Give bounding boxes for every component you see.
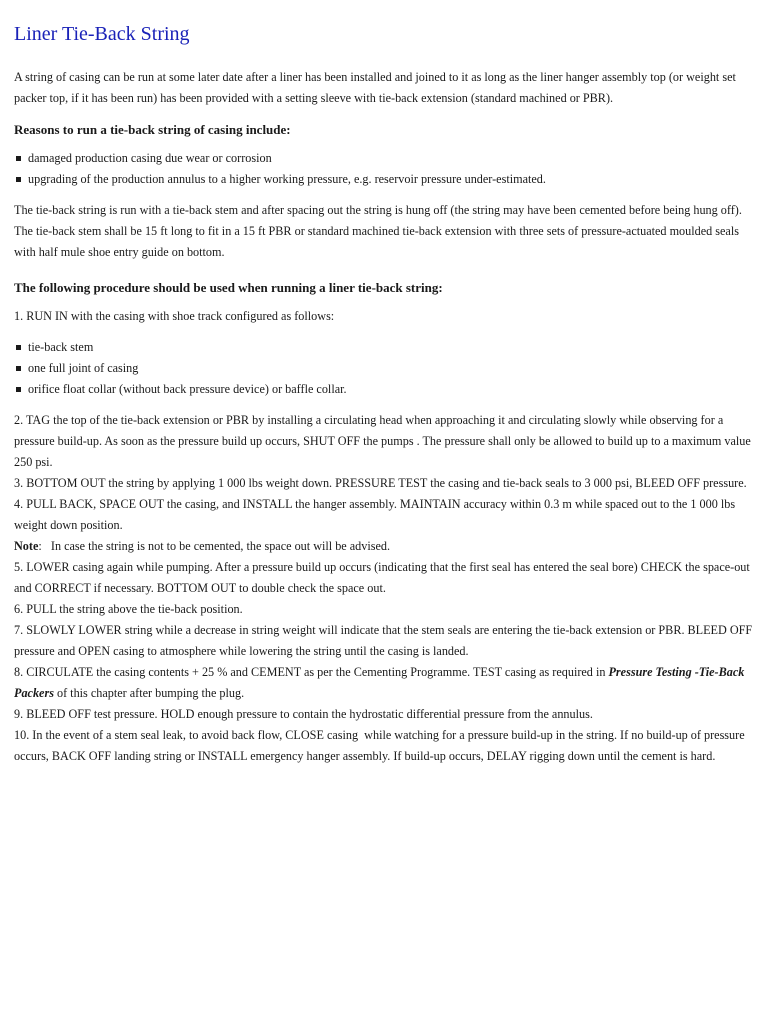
step-2: 2. TAG the top of the tie-back extension or PBR by installing a circulating head when approaching it and circulating slowly while observing for a pressure build-up. As soon as the pressure build up occurs, SHUT OFF the pumps . The pressure shall only be allowed to build up to a maximum value 250 psi. xyxy=(14,413,751,469)
step-6: 6. PULL the string above the tie-back position. xyxy=(14,602,243,616)
step-1: 1. RUN IN with the casing with shoe track configured as follows: xyxy=(14,309,335,323)
step-3: 3. BOTTOM OUT the string by applying 1 000 lbs weight down. PRESSURE TEST the casing and tie-back seals to 3 000 psi, BLEED OFF pressure. xyxy=(14,476,747,490)
note-text: : In case the string is not to be cemented, the space out will be advised. xyxy=(38,539,391,553)
reasons-heading: Reasons to run a tie-back string of casing include: xyxy=(14,122,291,137)
step-9: 9. BLEED OFF test pressure. HOLD enough pressure to contain the hydrostatic differential pressure from the annulus. xyxy=(14,707,593,721)
list-item: tie-back stem xyxy=(14,337,754,358)
step-5: 5. LOWER casing again while pumping. After a pressure build up occurs (indicating that the first seal has entered the seal bore) CHECK the space-out and CORRECT if necessary. BOTTOM OUT to double check the space out. xyxy=(14,560,750,595)
reasons-list xyxy=(14,148,754,190)
list-item: upgrading of the production annulus to a higher working pressure, e.g. reservoir pressure under-estimated. xyxy=(14,169,754,190)
list-item: one full joint of casing xyxy=(14,358,754,379)
step-8-text-end: of this chapter after bumping the plug. xyxy=(53,686,245,700)
step-8 xyxy=(14,662,754,704)
step-4: 4. PULL BACK, SPACE OUT the casing, and INSTALL the hanger assembly. MAINTAIN accuracy within 0.3 m while spaced out to the 1 000 lbs weight down position. xyxy=(14,497,736,532)
page-title: Liner Tie-Back String xyxy=(14,23,190,45)
intro-paragraph: A string of casing can be run at some later date after a liner has been installed and joined to it as long as the liner hanger assembly top (or weight set packer top, if it has been run) has been provided with a setting sleeve with tie-back extension (standard machined or PBR). xyxy=(14,70,736,105)
step-8-text: 8. CIRCULATE the casing contents + 25 % and CEMENT as per the Cementing Programme. TEST casing as required in xyxy=(14,665,609,679)
note-label: Note xyxy=(14,539,39,553)
procedure-heading: The following procedure should be used when running a liner tie-back string: xyxy=(14,280,443,295)
cross-reference-link[interactable]: Pressure Testing -Tie-Back Packers xyxy=(14,665,745,700)
step-7: 7. SLOWLY LOWER string while a decrease in string weight will indicate that the stem seals are entering the tie-back extension or PBR. BLEED OFF pressure and OPEN casing to atmosphere while lowering the string until the casing is landed. xyxy=(14,623,753,658)
list-item: damaged production casing due wear or corrosion xyxy=(14,148,754,169)
list-item: orifice float collar (without back pressure device) or baffle collar. xyxy=(14,379,754,400)
description-paragraph: The tie-back string is run with a tie-back stem and after spacing out the string is hung off (the string may have been cemented before being hung off). The tie-back stem shall be 15 ft long to fit in a 15 ft PBR or standard machined tie-back extension with three sets of pressure-actuated moulded seals with half mule shoe entry guide on bottom. xyxy=(14,203,742,259)
step-10: 10. In the event of a stem seal leak, to avoid back flow, CLOSE casing while watching for a pressure build-up in the string. If no build-up of pressure occurs, BACK OFF landing string or INSTALL emergency hanger assembly. If build-up occurs, DELAY rigging down until the cement is hard. xyxy=(14,728,748,763)
note xyxy=(14,536,754,557)
shoe-track-list xyxy=(14,337,754,400)
